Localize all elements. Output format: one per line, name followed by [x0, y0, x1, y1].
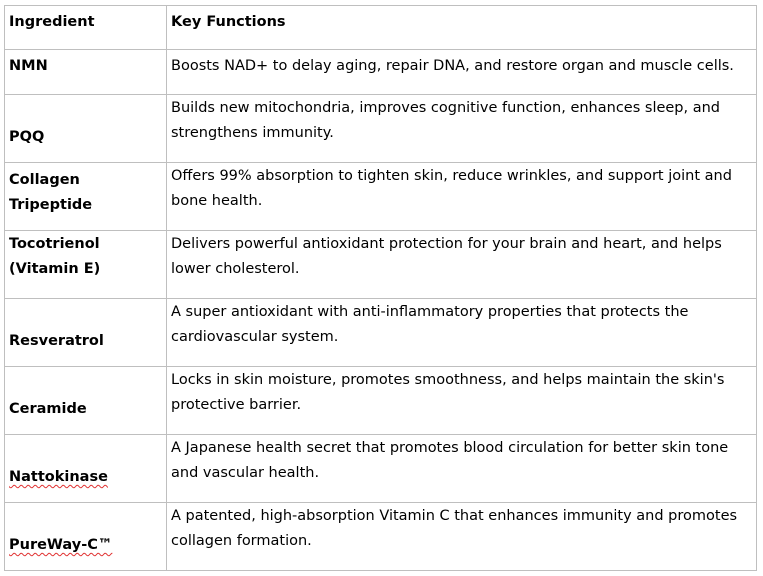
- header-key-functions: Key Functions: [167, 6, 757, 50]
- ingredient-functions: Builds new mitochondria, improves cognitive function, enhances sleep, and strengthens immunity.: [167, 95, 757, 163]
- ingredient-name-cell: [5, 435, 167, 503]
- ingredient-name: PureWay-C™: [9, 537, 113, 553]
- ingredient-functions: A Japanese health secret that promotes blood circulation for better skin tone and vascular health.: [167, 435, 757, 503]
- ingredient-functions: Boosts NAD+ to delay aging, repair DNA, and restore organ and muscle cells.: [167, 50, 757, 95]
- ingredients-table: [4, 5, 757, 571]
- table-row: [5, 50, 757, 95]
- ingredient-name: Collagen Tripeptide: [5, 163, 167, 231]
- ingredient-name: Ceramide: [5, 367, 167, 435]
- table-row: [5, 435, 757, 503]
- ingredient-functions: A super antioxidant with anti-inflammatory properties that protects the cardiovascular system.: [167, 299, 757, 367]
- ingredient-functions: Locks in skin moisture, promotes smoothness, and helps maintain the skin's protective barrier.: [167, 367, 757, 435]
- ingredient-name: NMN: [5, 50, 167, 95]
- table-row: [5, 163, 757, 231]
- ingredient-name: Nattokinase: [9, 469, 108, 485]
- ingredient-functions: Offers 99% absorption to tighten skin, reduce wrinkles, and support joint and bone health.: [167, 163, 757, 231]
- ingredient-name: PQQ: [5, 95, 167, 163]
- table-header-row: [5, 6, 757, 50]
- ingredient-name-cell: [5, 503, 167, 571]
- ingredient-functions: Delivers powerful antioxidant protection for your brain and heart, and helps lower cholesterol.: [167, 231, 757, 299]
- ingredient-name: Resveratrol: [5, 299, 167, 367]
- ingredient-name: Tocotrienol (Vitamin E): [5, 231, 167, 299]
- ingredient-functions: A patented, high-absorption Vitamin C that enhances immunity and promotes collagen formation.: [167, 503, 757, 571]
- table-row: [5, 367, 757, 435]
- table-row: [5, 299, 757, 367]
- table-row: [5, 503, 757, 571]
- header-ingredient: Ingredient: [5, 6, 167, 50]
- table-row: [5, 231, 757, 299]
- table-row: [5, 95, 757, 163]
